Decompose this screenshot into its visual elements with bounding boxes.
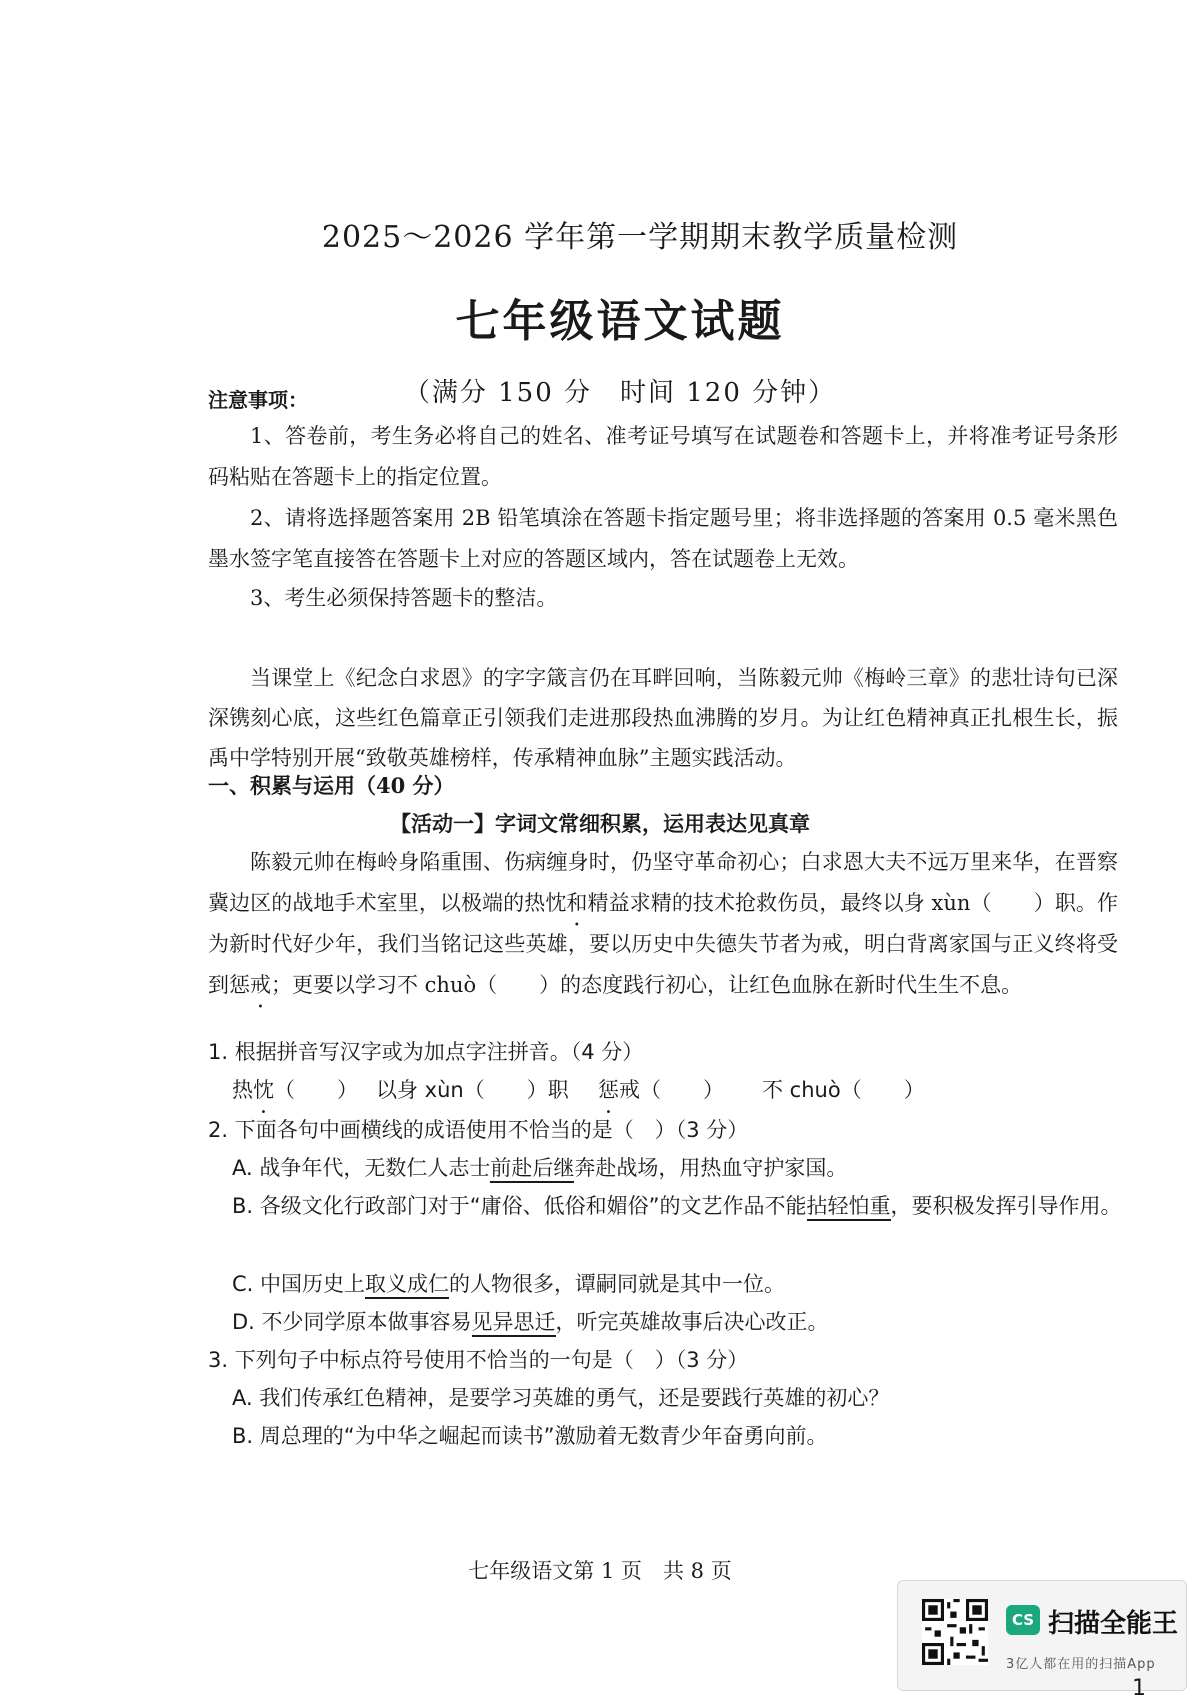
question-2-option-c: C. 中国历史上取义成仁的人物很多，谭嗣同就是其中一位。 [232, 1264, 1122, 1305]
passage-text: 戒；更要以学习不 chuò（ ）的态度践行初心，让红色血脉在新时代生生不息。 [250, 973, 1023, 997]
camscanner-tagline: 3亿人都在用的扫描App [1006, 1657, 1156, 1672]
camscanner-logo: CS [1006, 1605, 1040, 1635]
fill-item: 不 chuò（ ） [762, 1078, 925, 1102]
question-2-option-d: D. 不少同学原本做事容易见异思迁，听完英雄故事后决心改正。 [232, 1302, 1122, 1343]
underlined-idiom: 拈轻怕重 [807, 1194, 891, 1221]
note-item-1: 1、答卷前，考生务必将自己的姓名、准考证号填写在试题卷和答题卡上，并将准考证号条形码粘贴在答题卡上的指定位置。 [208, 424, 1118, 489]
underlined-idiom: 取义成仁 [365, 1272, 449, 1299]
underlined-idiom: 前赴后继 [490, 1156, 574, 1183]
dotted-char: 惩 [229, 973, 250, 997]
note-item-2: 2、请将选择题答案用 2B 铅笔填涂在答题卡指定题号里；将非选择题的答案用 0.5 毫米黑色墨水签字笔直接答在答题卡上对应的答题区域内，答在试题卷上无效。 [208, 506, 1118, 571]
qr-code-icon [922, 1599, 988, 1665]
exam-meta: （满分 150 分 时间 120 分钟） [403, 378, 837, 408]
fill-item: 热忱（ ） [232, 1078, 358, 1102]
note-item-3: 3、考生必须保持答题卡的整洁。 [250, 586, 558, 610]
intro-paragraph: 当课堂上《纪念白求恩》的字字箴言仍在耳畔回响，当陈毅元帅《梅岭三章》的悲壮诗句已深深镌刻心底，这些红色篇章正引领我们走进那段热血沸腾的岁月。为让红色精神真正扎根生长，振禹中学特别开展“致敬英雄榜样，传承精神血脉”主题实践活动。 [208, 666, 1118, 770]
question-3-stem: 3. 下列句子中标点符号使用不恰当的一句是（ ）（3 分） [208, 1348, 749, 1372]
section-heading: 一、积累与运用（40 分） [208, 773, 455, 798]
question-2-option-a: A. 战争年代，无数仁人志士前赴后继奔赴战场，用热血守护家国。 [232, 1148, 1122, 1189]
question-2-stem: 2. 下面各句中画横线的成语使用不恰当的是（ ）（3 分） [208, 1118, 749, 1142]
question-2-option-b: B. 各级文化行政部门对于“庸俗、低俗和媚俗”的文艺作品不能拈轻怕重，要积极发挥引导作用。 [232, 1186, 1122, 1227]
passage-text: 陈毅元帅在梅岭身陷重围、伤病缠身时，仍坚守革命初心；白求恩大夫不远万里来华，在晋察冀边区的战地手术室里，以极端的热 [208, 850, 1118, 915]
notes-heading: 注意事项： [208, 388, 308, 412]
question-3-option-a: A. 我们传承红色精神，是要学习英雄的勇气，还是要践行英雄的初心？ [232, 1386, 890, 1410]
underlined-idiom: 见异思迁 [472, 1310, 556, 1337]
page-footer: 七年级语文第 1 页 共 8 页 [468, 1559, 732, 1583]
corner-page-number: 1 [1132, 1676, 1146, 1701]
fill-item: 惩戒（ ） [598, 1078, 724, 1102]
question-1-stem: 1. 根据拼音写汉字或为加点字注拼音。（4 分） [208, 1040, 644, 1064]
passage-paragraph [208, 842, 1118, 1006]
passage-text: 和精益求精的技术抢救伤员，最终以身 xùn（ ）职。作为新时代好少年，我们当铭记这些英雄，要以历史中失德失节者为戒，明白背离家国与正义终将受到 [208, 891, 1119, 997]
question-1-items [208, 1070, 1118, 1110]
scanner-watermark [897, 1580, 1187, 1691]
question-3-option-b: B. 周总理的“为中华之崛起而读书”激励着无数青少年奋勇向前。 [232, 1424, 828, 1448]
exam-title: 七年级语文试题 [455, 296, 785, 347]
fill-item: 以身 xùn（ ）职 [376, 1078, 569, 1102]
exam-period-title: 2025～2026 学年第一学期期末教学质量检测 [321, 220, 959, 255]
activity-heading: 【活动一】字词文常细积累，运用表达见真章 [390, 811, 810, 836]
dotted-char: 忱 [545, 891, 567, 915]
camscanner-name: 扫描全能王 [1048, 1609, 1179, 1639]
